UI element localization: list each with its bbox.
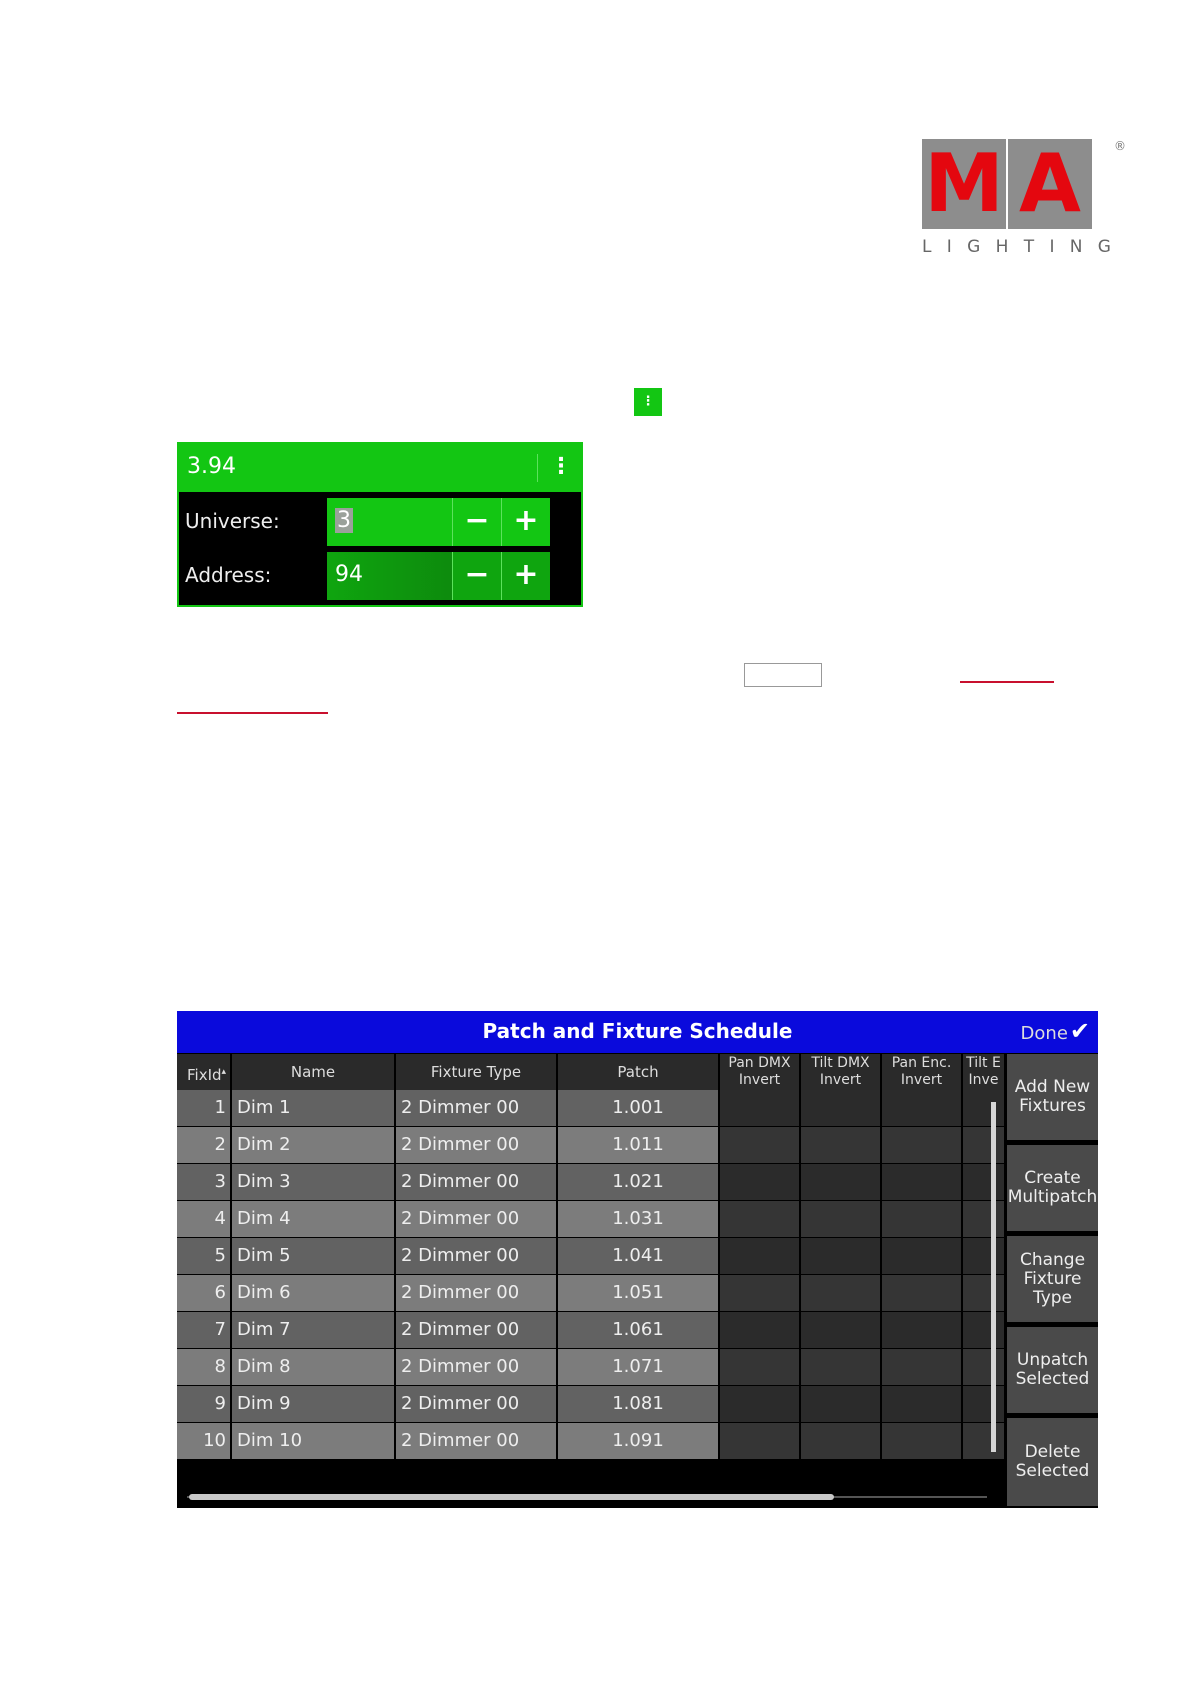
sort-arrow-icon: ▴ [221, 1067, 227, 1077]
tilt-enc-invert-cell[interactable] [963, 1238, 1006, 1274]
change-fixture-type-button[interactable]: Change Fixture Type [1007, 1236, 1098, 1324]
universe-increment-button[interactable]: + [501, 498, 550, 546]
dmx-address-editor [177, 442, 583, 607]
column-header-patch[interactable]: Patch [558, 1054, 720, 1090]
patch-cell[interactable]: 1.001 [558, 1090, 720, 1126]
address-label: Address: [185, 563, 272, 587]
tilt-dmx-invert-cell[interactable] [801, 1164, 882, 1200]
table-row[interactable] [177, 1423, 1006, 1460]
pan-enc-invert-cell[interactable] [882, 1090, 963, 1126]
done-button[interactable] [1021, 1017, 1090, 1045]
fixture-type-cell[interactable]: 2 Dimmer 00 [396, 1312, 558, 1348]
tilt-dmx-invert-cell[interactable] [801, 1127, 882, 1163]
tilt-dmx-invert-cell[interactable] [801, 1312, 882, 1348]
name-cell[interactable]: Dim 10 [232, 1423, 396, 1459]
fixture-type-cell[interactable]: 2 Dimmer 00 [396, 1127, 558, 1163]
tilt-enc-invert-cell[interactable] [963, 1275, 1006, 1311]
name-cell[interactable]: Dim 2 [232, 1127, 396, 1163]
logo-letter-a: A [1008, 139, 1092, 229]
name-cell[interactable]: Dim 8 [232, 1349, 396, 1385]
tilt-enc-invert-cell[interactable] [963, 1349, 1006, 1385]
patch-cell[interactable]: 1.011 [558, 1127, 720, 1163]
address-row [179, 550, 581, 600]
pan-enc-invert-cell[interactable] [882, 1386, 963, 1422]
table-row[interactable] [177, 1164, 1006, 1201]
tilt-enc-invert-cell[interactable] [963, 1201, 1006, 1237]
universe-decrement-button[interactable]: − [452, 498, 501, 546]
table-row[interactable] [177, 1312, 1006, 1349]
delete-selected-button[interactable]: Delete Selected [1007, 1418, 1098, 1508]
logo-subtitle-letter: H [995, 237, 1010, 257]
done-label[interactable]: Done [1020, 1023, 1068, 1044]
pan-dmx-invert-cell[interactable] [720, 1386, 801, 1422]
patch-cell[interactable]: 1.071 [558, 1349, 720, 1385]
address-input[interactable] [327, 552, 452, 600]
add-new-fixtures-button[interactable]: Add New Fixtures [1007, 1054, 1098, 1142]
universe-input[interactable] [327, 498, 452, 546]
fixture-type-cell[interactable]: 2 Dimmer 00 [396, 1423, 558, 1459]
pan-enc-invert-cell[interactable] [882, 1275, 963, 1311]
editor-title: 3.94 [187, 454, 236, 479]
fixid-cell[interactable]: 9 [177, 1386, 232, 1422]
tilt-dmx-invert-cell[interactable] [801, 1090, 882, 1126]
pan-dmx-invert-cell[interactable] [720, 1090, 801, 1126]
address-increment-button[interactable]: + [501, 552, 550, 600]
address-decrement-button[interactable]: − [452, 552, 501, 600]
patch-cell[interactable]: 1.041 [558, 1238, 720, 1274]
pan-enc-invert-cell[interactable] [882, 1349, 963, 1385]
column-header-label: FixId [187, 1066, 222, 1084]
pan-dmx-invert-cell[interactable] [720, 1349, 801, 1385]
fixid-cell[interactable]: 1 [177, 1090, 232, 1126]
fixture-type-cell[interactable]: 2 Dimmer 00 [396, 1164, 558, 1200]
name-cell[interactable]: Dim 9 [232, 1386, 396, 1422]
window-title: Patch and Fixture Schedule [482, 1019, 793, 1043]
fixid-cell[interactable]: 10 [177, 1423, 232, 1459]
pan-enc-invert-cell[interactable] [882, 1201, 963, 1237]
tilt-dmx-invert-cell[interactable] [801, 1201, 882, 1237]
fixture-type-cell[interactable]: 2 Dimmer 00 [396, 1201, 558, 1237]
window-title-bar [177, 1011, 1098, 1053]
column-header-tilt-enc-invert[interactable] [963, 1054, 1006, 1090]
tilt-enc-invert-cell[interactable] [963, 1090, 1006, 1126]
universe-value[interactable]: 3 [337, 508, 351, 533]
header-line: Tilt E [966, 1055, 1001, 1071]
header-line: Tilt DMX [811, 1055, 870, 1071]
checkmark-icon[interactable]: ✔ [1069, 1017, 1090, 1045]
key-box [744, 663, 822, 687]
fixid-cell[interactable]: 7 [177, 1312, 232, 1348]
fixid-cell[interactable]: 5 [177, 1238, 232, 1274]
tilt-enc-invert-cell[interactable] [963, 1164, 1006, 1200]
header-line: Inve [968, 1072, 999, 1088]
table-row[interactable] [177, 1090, 1006, 1127]
fixid-cell[interactable]: 6 [177, 1275, 232, 1311]
horizontal-scrollbar[interactable] [189, 1494, 834, 1500]
patch-cell[interactable]: 1.081 [558, 1386, 720, 1422]
tilt-dmx-invert-cell[interactable] [801, 1386, 882, 1422]
fixture-type-cell[interactable]: 2 Dimmer 00 [396, 1349, 558, 1385]
logo-subtitle [922, 237, 1112, 257]
pan-enc-invert-cell[interactable] [882, 1312, 963, 1348]
registered-mark: ® [1114, 139, 1126, 153]
fixid-cell[interactable]: 3 [177, 1164, 232, 1200]
fixture-type-cell[interactable]: 2 Dimmer 00 [396, 1386, 558, 1422]
menu-dots-icon[interactable]: ⋮ [634, 388, 662, 416]
logo-subtitle-letter: T [1023, 237, 1036, 257]
logo-subtitle-letter: I [946, 237, 953, 257]
fixid-cell[interactable]: 8 [177, 1349, 232, 1385]
editor-menu-icon[interactable]: ⋮ [550, 454, 572, 479]
tilt-enc-invert-cell[interactable] [963, 1127, 1006, 1163]
name-cell[interactable]: Dim 5 [232, 1238, 396, 1274]
patch-cell[interactable]: 1.061 [558, 1312, 720, 1348]
pan-dmx-invert-cell[interactable] [720, 1312, 801, 1348]
unpatch-selected-button[interactable]: Unpatch Selected [1007, 1327, 1098, 1415]
editor-title-bar [179, 444, 581, 492]
side-button-panel [1007, 1054, 1098, 1508]
logo-subtitle-letter: G [1097, 237, 1112, 257]
pan-dmx-invert-cell[interactable] [720, 1201, 801, 1237]
title-separator [537, 454, 538, 482]
tilt-dmx-invert-cell[interactable] [801, 1238, 882, 1274]
pan-dmx-invert-cell[interactable] [720, 1423, 801, 1459]
patch-cell[interactable]: 1.051 [558, 1275, 720, 1311]
column-header-tilt-dmx-invert[interactable] [801, 1054, 882, 1090]
ma-lighting-logo [922, 137, 1126, 259]
pan-dmx-invert-cell[interactable] [720, 1127, 801, 1163]
link-underline[interactable] [960, 681, 1054, 683]
pan-enc-invert-cell[interactable] [882, 1423, 963, 1459]
table-row[interactable] [177, 1238, 1006, 1275]
patch-cell[interactable]: 1.031 [558, 1201, 720, 1237]
tilt-enc-invert-cell[interactable] [963, 1423, 1006, 1459]
table-row[interactable] [177, 1201, 1006, 1238]
patch-fixture-schedule-window [177, 1011, 1098, 1508]
header-line: Invert [900, 1072, 943, 1088]
name-cell[interactable]: Dim 1 [232, 1090, 396, 1126]
tilt-dmx-invert-cell[interactable] [801, 1349, 882, 1385]
tilt-enc-invert-cell[interactable] [963, 1386, 1006, 1422]
address-value[interactable]: 94 [335, 562, 363, 587]
column-header-pan-dmx-invert[interactable] [720, 1054, 801, 1090]
name-cell[interactable]: Dim 3 [232, 1164, 396, 1200]
column-header-name[interactable]: Name [232, 1054, 396, 1090]
name-cell[interactable]: Dim 4 [232, 1201, 396, 1237]
header-line: Invert [819, 1072, 862, 1088]
fixid-cell[interactable]: 2 [177, 1127, 232, 1163]
fixture-type-cell[interactable]: 2 Dimmer 00 [396, 1275, 558, 1311]
link-underline[interactable] [177, 712, 328, 714]
table-row[interactable] [177, 1127, 1006, 1164]
table-row[interactable] [177, 1349, 1006, 1386]
column-header-fixture-type[interactable]: Fixture Type [396, 1054, 558, 1090]
name-cell[interactable]: Dim 6 [232, 1275, 396, 1311]
pan-dmx-invert-cell[interactable] [720, 1238, 801, 1274]
column-header-fixid[interactable] [177, 1054, 232, 1090]
column-header-pan-enc-invert[interactable] [882, 1054, 963, 1090]
tilt-enc-invert-cell[interactable] [963, 1312, 1006, 1348]
logo-subtitle-letter: L [922, 237, 933, 257]
tilt-dmx-invert-cell[interactable] [801, 1275, 882, 1311]
header-line: Pan DMX [728, 1055, 791, 1071]
fixture-table [177, 1054, 1006, 1462]
universe-row [179, 496, 581, 546]
name-cell[interactable]: Dim 7 [232, 1312, 396, 1348]
pan-enc-invert-cell[interactable] [882, 1238, 963, 1274]
tilt-dmx-invert-cell[interactable] [801, 1423, 882, 1459]
fixture-type-cell[interactable]: 2 Dimmer 00 [396, 1238, 558, 1274]
patch-cell[interactable]: 1.091 [558, 1423, 720, 1459]
fixture-type-cell[interactable]: 2 Dimmer 00 [396, 1090, 558, 1126]
logo-subtitle-letter: G [967, 237, 982, 257]
vertical-scrollbar[interactable] [991, 1102, 996, 1452]
logo-letter-m: M [922, 139, 1006, 229]
pan-dmx-invert-cell[interactable] [720, 1164, 801, 1200]
header-line: Pan Enc. [891, 1055, 952, 1071]
patch-cell[interactable]: 1.021 [558, 1164, 720, 1200]
table-row[interactable] [177, 1386, 1006, 1423]
logo-subtitle-letter: N [1069, 237, 1084, 257]
pan-enc-invert-cell[interactable] [882, 1164, 963, 1200]
fixid-cell[interactable]: 4 [177, 1201, 232, 1237]
create-multipatch-button[interactable]: Create Multipatch [1007, 1145, 1098, 1233]
table-row[interactable] [177, 1275, 1006, 1312]
header-line: Invert [738, 1072, 781, 1088]
universe-label: Universe: [185, 509, 280, 533]
pan-dmx-invert-cell[interactable] [720, 1275, 801, 1311]
logo-subtitle-letter: I [1049, 237, 1056, 257]
pan-enc-invert-cell[interactable] [882, 1127, 963, 1163]
